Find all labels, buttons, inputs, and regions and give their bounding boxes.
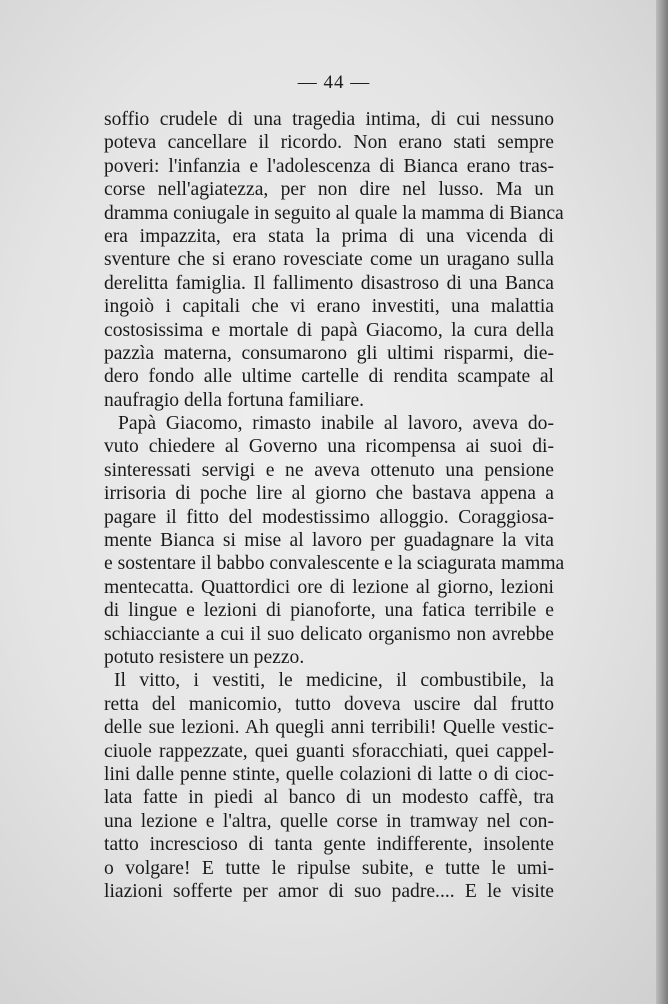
text-line: dramma coniugale in seguito al quale la mamma di Bianca: [104, 202, 564, 224]
text-line: irrisoria di poche lire al giorno che bastava appena a: [104, 483, 554, 505]
text-line: e sostentare il babbo convalescente e la sciagurata mamma: [104, 553, 565, 575]
text-line: derelitta famiglia. Il fallimento disastroso di una Banca: [104, 272, 554, 294]
text-line: corse nell'agiatezza, per non dire nel lusso. Ma un: [104, 179, 554, 201]
text-line: vuto chiedere al Governo una ricompensa ai suoi di-: [104, 436, 554, 458]
text-line: lini dalle penne stinte, quelle colazioni di latte o di cioc-: [104, 763, 554, 785]
text-line: di lingue e lezioni di pianoforte, una fatica terribile e: [104, 600, 554, 622]
page-text: [104, 108, 565, 903]
text-line: Il vitto, i vestiti, le medicine, il combustibile, la: [114, 670, 554, 692]
text-line: costosissima e mortale di papà Giacomo, la cura della: [104, 319, 554, 341]
text-line: lata fatte in piedi al banco di un modesto caffè, tra: [104, 787, 554, 809]
text-line: liazioni sofferte per amor di suo padre.... E le visite: [104, 880, 554, 902]
text-line: dero fondo alle ultime cartelle di rendita scampate al: [104, 366, 554, 388]
text-line: tatto increscioso di tanta gente indifferente, insolente: [104, 834, 554, 856]
text-line: pagare il fitto del modestissimo alloggio. Coraggiosa-: [104, 506, 554, 528]
text-line: poveri: l'infanzia e l'adolescenza di Bianca erano tras-: [104, 155, 554, 177]
text-line: potuto resistere un pezzo.: [104, 646, 305, 668]
text-line: sinteressati servigi e ne aveva ottenuto una pensione: [104, 459, 554, 481]
text-line: Papà Giacomo, rimasto inabile al lavoro, aveva do-: [118, 413, 554, 435]
text-line: naufragio della fortuna familiare.: [104, 389, 365, 411]
text-line: pazzìa materna, consumarono gli ultimi risparmi, die-: [104, 342, 554, 364]
text-line: ingoiò i capitali che vi erano investiti, una malattia: [104, 296, 554, 318]
text-line: mentecatta. Quattordici ore di lezione al giorno, lezioni: [104, 576, 554, 598]
text-line: poteva cancellare il ricordo. Non erano stati sempre: [104, 132, 554, 154]
page-number: — 44 —: [297, 72, 371, 93]
text-line: era impazzita, era stata la prima di una vicenda di: [104, 225, 554, 247]
text-line: sventure che si erano rovesciate come un uragano sulla: [104, 249, 554, 271]
text-line: ciuole rappezzate, quei guanti sforacchiati, quei cappel-: [104, 740, 554, 762]
text-line: o volgare! E tutte le ripulse subite, e tutte le umi-: [104, 857, 554, 879]
text-line: soffio crudele di una tragedia intima, di cui nessuno: [104, 109, 554, 130]
text-line: mente Bianca si mise al lavoro per guadagnare la vita: [104, 530, 554, 552]
text-line: una lezione e l'altra, quelle corse in tramway nel con-: [104, 810, 554, 832]
text-line: retta del manicomio, tutto doveva uscire dal frutto: [104, 693, 554, 715]
text-line: schiacciante a cui il suo delicato organismo non avrebbe: [104, 623, 554, 645]
text-line: delle sue lezioni. Ah quegli anni terribili! Quelle vestic-: [104, 717, 554, 739]
